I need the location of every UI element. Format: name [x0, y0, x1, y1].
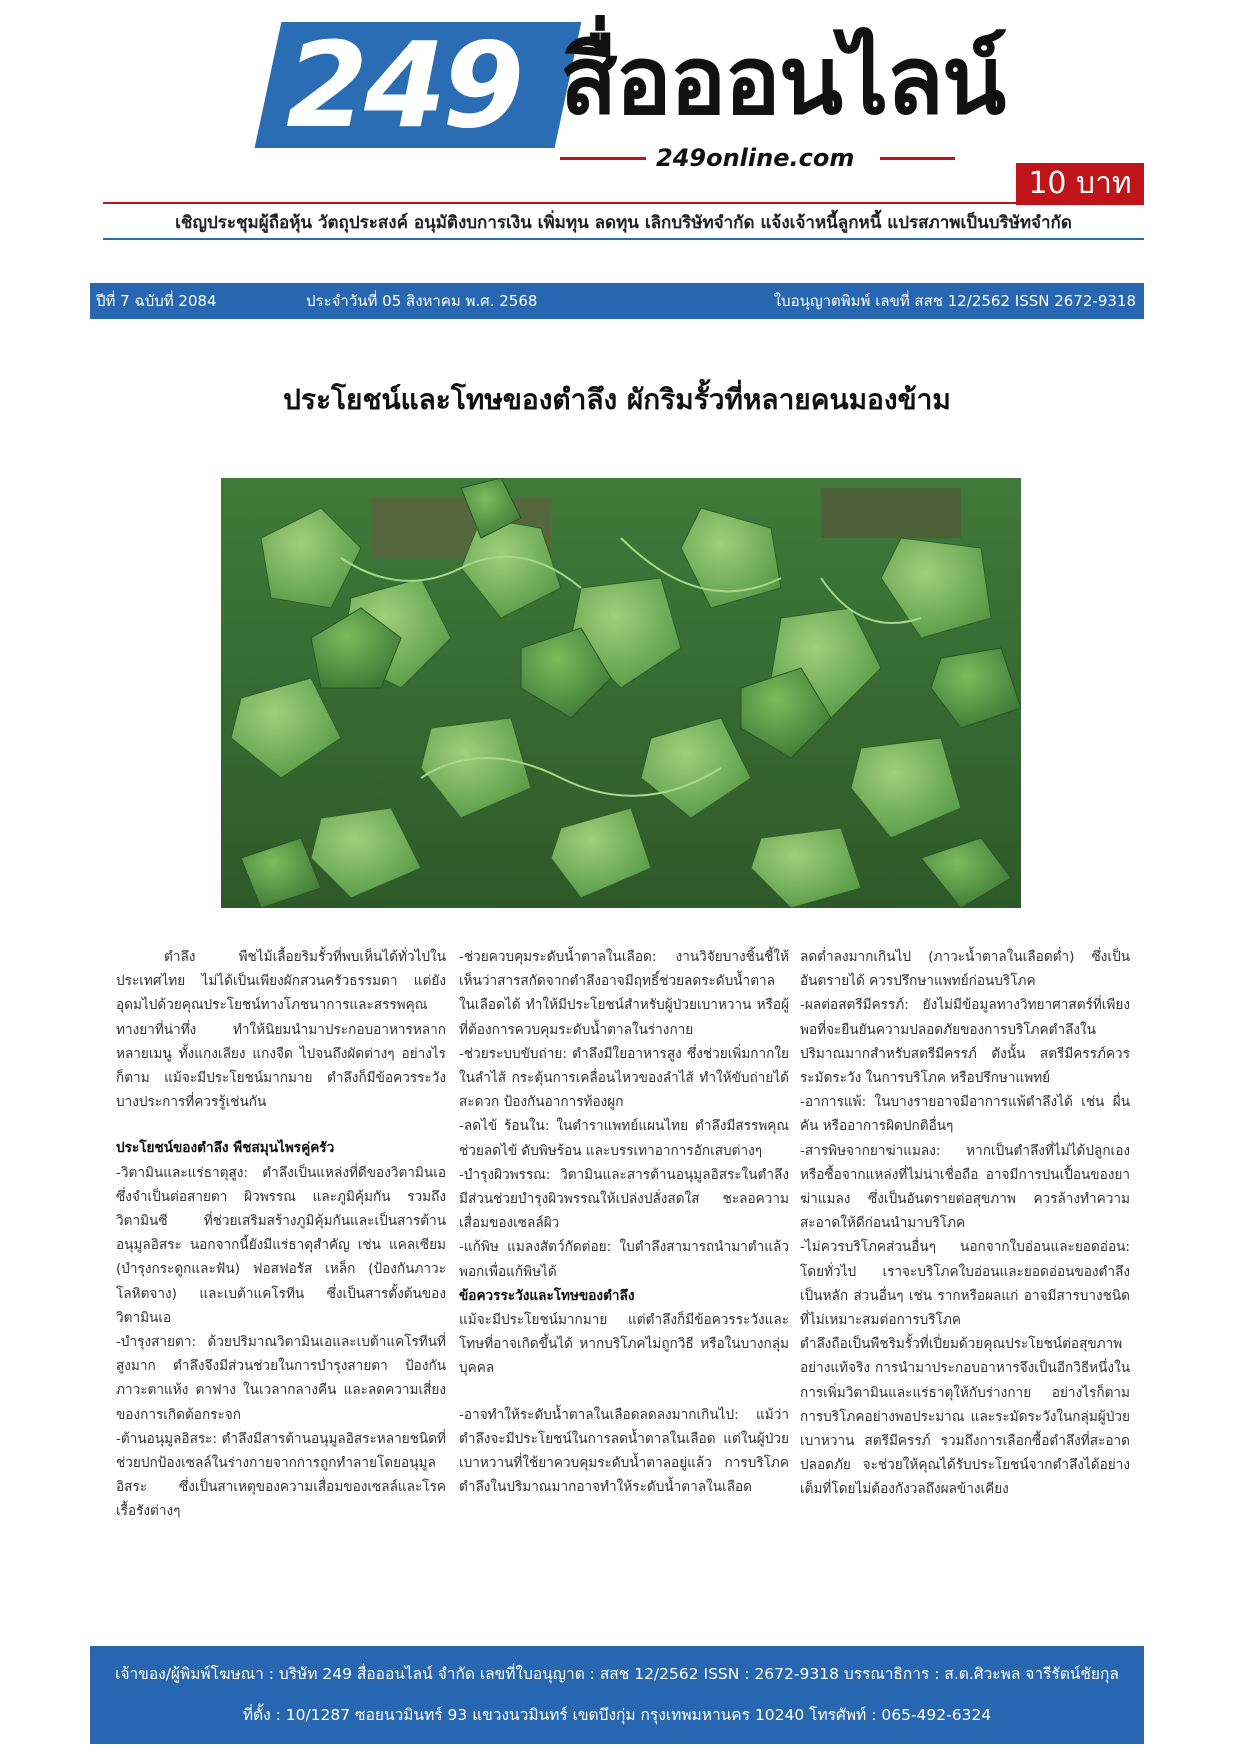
article-paragraph: -วิตามินและแร่ธาตุสูง: ตำลึงเป็นแหล่งที่ดีของวิตามินเอ ซึ่งจำเป็นต่อสายตา ผิวพรรณ และภูมิคุ้มกัน รวมถึง วิตามินซี ที่ช่วยเสริมสร้างภูมิคุ้มกันและเป็นสารต้านอนุมูลอิสระ นอกจากนี้ยังมีแร่ธาตุสำคัญ เช่น แคลเซียม (บำรุงกระดูกและฟัน) ฟอสฟอรัส เหล็ก (ป้องกันภาวะโลหิตจาง) และเบต้าแคโรทีน ซึ่งเป็นสารตั้งต้นของวิตามินเอ: [116, 1164, 446, 1326]
footer-publisher: เจ้าของ/ผู้พิมพ์โฆษณา : บริษัท 249 สื่อออนไลน์ จำกัด เลขที่ใบอนุญาต : สสช 12/2562 ISSN : 2672-9318 บรรณาธิการ : ส.ต.ศิวะพล จารีรัตน์ชัยกุล: [115, 1665, 1119, 1683]
divider: [103, 238, 1144, 240]
logo-thai-wordmark: สื่อออนไลน์: [560, 27, 1005, 136]
article-paragraph: ตำลึงถือเป็นพืชริมรั้วที่เปี่ยมด้วยคุณประโยชน์ต่อสุขภาพอย่างแท้จริง การนำมาประกอบอาหารจึงเป็นอีกวิธีหนึ่งในการเพิ่มวิตามินและแร่ธาตุให้กับร่างกาย อย่างไรก็ตาม การบริโภคอย่างพอประมาณ และระมัดระวังในกลุ่มผู้ป่วยเบาหวาน สตรีมีครรภ์ รวมถึงการเลือกซื้อตำลึงที่สะอาด ปลอดภัย จะช่วยให้คุณได้รับประโยชน์จากตำลึงได้อย่างเต็มที่โดยไม่ต้องกังวลถึงผลข้างเคียง: [800, 1336, 1130, 1498]
price-badge: 10 บาท: [1016, 163, 1144, 205]
article-column-2: [459, 945, 789, 1499]
article-paragraph: -บำรุงสายตา: ด้วยปริมาณวิตามินเอและเบต้าแคโรทีนที่สูงมาก ตำลึงจึงมีส่วนช่วยในการบำรุงสายตา ป้องกันภาวะตาแห้ง ตาฟาง ในเวลากลางคืน และลดความเสี่ยงของการเกิดต้อกระจก: [116, 1334, 446, 1423]
article-paragraph: -ช่วยควบคุมระดับน้ำตาลในเลือด: งานวิจัยบางชิ้นชี้ให้เห็นว่าสารสกัดจากตำลึงอาจมีฤทธิ์ช่วยลดระดับน้ำตาลในเลือดได้ ทำให้มีประโยชน์สำหรับผู้ป่วยเบาหวาน หรือผู้ที่ต้องการควบคุมระดับน้ำตาลในร่างกาย: [459, 949, 789, 1038]
masthead: [0, 0, 1240, 233]
article-paragraph: -บำรุงผิวพรรณ: วิตามินและสารต้านอนุมูลอิสระในตำลึงมีส่วนช่วยบำรุงผิวพรรณให้เปล่งปลั่งสดใส ชะลอความเสื่อมของเซลล์ผิว: [459, 1166, 789, 1232]
footer: [90, 1646, 1144, 1744]
article-headline: ประโยชน์และโทษของตำลึง ผักริมรั้วที่หลายคนมองข้าม: [283, 383, 951, 416]
article-subheading: ข้อควรระวังและโทษของตำลึง: [459, 1287, 635, 1304]
article-paragraph: -ผลต่อสตรีมีครรภ์: ยังไม่มีข้อมูลทางวิทยาศาสตร์ที่เพียงพอที่จะยืนยันความปลอดภัยของการบริโภคตำลึงในปริมาณมากสำหรับสตรีมีครรภ์ ดังนั้น สตรีมีครรภ์ควรระมัดระวัง ในการบริโภค หรือปรึกษาแพทย์: [800, 997, 1130, 1087]
article-paragraph: แม้จะมีประโยชน์มากมาย แต่ตำลึงก็มีข้อควรระวังและโทษที่อาจเกิดขึ้นได้ หากบริโภคไม่ถูกวิธี หรือในบางกลุ่มบุคคล: [459, 1312, 789, 1377]
article-paragraph: -อาการแพ้: ในบางรายอาจมีอาการแพ้ตำลึงได้ เช่น ผื่นคัน หรืออาการผิดปกติอื่นๆ: [800, 1094, 1130, 1135]
logo-url: 249online.com: [656, 144, 855, 172]
article-paragraph: -ช่วยระบบขับถ่าย: ตำลึงมีใยอาหารสูง ซึ่งช่วยเพิ่มกากใยในลำไส้ กระตุ้นการเคลื่อนไหวของลำไส้ ทำให้ขับถ่ายได้สะดวก ป้องกันอาการท้องผูก: [459, 1045, 789, 1111]
issue-bar: [90, 283, 1144, 319]
article-subheading: ประโยชน์ของตำลึง พืชสมุนไพรคู่ครัว: [116, 1140, 335, 1157]
license-info: ใบอนุญาตพิมพ์ เลขที่ สสช 12/2562 ISSN 2672-9318: [773, 292, 1136, 310]
article-paragraph: ตำลึง พืชไม้เลื้อยริมรั้วที่พบเห็นได้ทั่วไปในประเทศไทย ไม่ได้เป็นเพียงผักสวนครัวธรรมดา แต่ยังอุดมไปด้วยคุณประโยชน์ทางโภชนาการและสรรพคุณทางยาที่น่าทึ่ง ทำให้นิยมนำมาประกอบอาหารหลากหลายเมนู ทั้งแกงเลียง แกงจืด ไปจนถึงผัดต่างๆ อย่างไรก็ตาม แม้จะมีประโยชน์มากมาย ตำลึงก็มีข้อควรระวังบางประการที่ควรรู้เช่นกัน: [116, 949, 446, 1111]
article-photo: [221, 478, 1021, 908]
divider: [103, 202, 1144, 204]
footer-address: ที่ตั้ง : 10/1287 ซอยนวมินทร์ 93 แขวงนวมินทร์ เขตบึงกุ่ม กรุงเทพมหานคร 10240 โทรศัพท์ : 065-492-6324: [242, 1706, 992, 1724]
article-column-1: [116, 945, 446, 1524]
issue-number: ปีที่ 7 ฉบับที่ 2084: [96, 292, 217, 310]
article-paragraph: -ไม่ควรบริโภคส่วนอื่นๆ นอกจากใบอ่อนและยอดอ่อน: โดยทั่วไป เราจะบริโภคใบอ่อนและยอดอ่อนของตำลึงเป็นหลัก ส่วนอื่นๆ เช่น รากหรือผลแก่ อาจมีสารบางชนิดที่ไม่เหมาะสมต่อการบริโภค: [800, 1239, 1130, 1329]
issue-date: ประจำวันที่ 05 สิงหาคม พ.ศ. 2568: [306, 292, 538, 310]
article-paragraph: -ลดไข้ ร้อนใน: ในตำราแพทย์แผนไทย ตำลึงมีสรรพคุณช่วยลดไข้ ดับพิษร้อน และบรรเทาอาการอักเสบต่างๆ: [459, 1118, 789, 1159]
logo-rule: [880, 157, 955, 160]
article-paragraph: -สารพิษจากยาฆ่าแมลง: หากเป็นตำลึงที่ไม่ได้ปลูกเองหรือซื้อจากแหล่งที่ไม่น่าเชื่อถือ อาจมีการปนเปื้อนของยาฆ่าแมลง ซึ่งเป็นอันตรายต่อสุขภาพ ควรล้างทำความสะอาดให้ดีก่อนนำมาบริโภค: [800, 1142, 1130, 1232]
paragraph-gap: [116, 1114, 446, 1136]
logo-number: 249: [286, 16, 521, 154]
article-paragraph: -ต้านอนุมูลอิสระ: ตำลึงมีสารต้านอนุมูลอิสระหลายชนิดที่ช่วยปกป้องเซลล์ในร่างกายจากการถูกทำลายโดยอนุมูลอิสระ ซึ่งเป็นสาเหตุของความเสื่อมของเซลล์และโรคเรื้อรังต่างๆ: [116, 1430, 446, 1520]
paragraph-gap: [459, 1381, 789, 1403]
tagline: เชิญประชุมผู้ถือหุ้น วัตถุประสงค์ อนุมัติงบการเงิน เพิ่มทุน ลดทุน เลิกบริษัทจำกัด แจ้งเจ้าหนี้ลูกหนี้ แปรสภาพเป็นบริษัทจำกัด: [175, 213, 1072, 233]
article-paragraph: ลดต่ำลงมากเกินไป (ภาวะน้ำตาลในเลือดต่ำ) ซึ่งเป็นอันตรายได้ ควรปรึกษาแพทย์ก่อนบริโภค: [800, 949, 1130, 990]
article-paragraph: -แก้พิษ แมลงสัตว์กัดต่อย: ใบตำลึงสามารถนำมาตำแล้วพอกเพื่อแก้พิษได้: [459, 1239, 789, 1280]
logo-rule: [560, 157, 646, 160]
article-paragraph: -อาจทำให้ระดับน้ำตาลในเลือดลดลงมากเกินไป: แม้ว่าตำลึงจะมีประโยชน์ในการลดน้ำตาลในเลือด แต่ในผู้ป่วยเบาหวานที่ใช้ยาควบคุมระดับน้ำตาลอยู่แล้ว การบริโภคตำลึงในปริมาณมากอาจทำให้ระดับน้ำตาลในเลือด: [459, 1406, 789, 1496]
article-column-3: [800, 945, 1130, 1502]
